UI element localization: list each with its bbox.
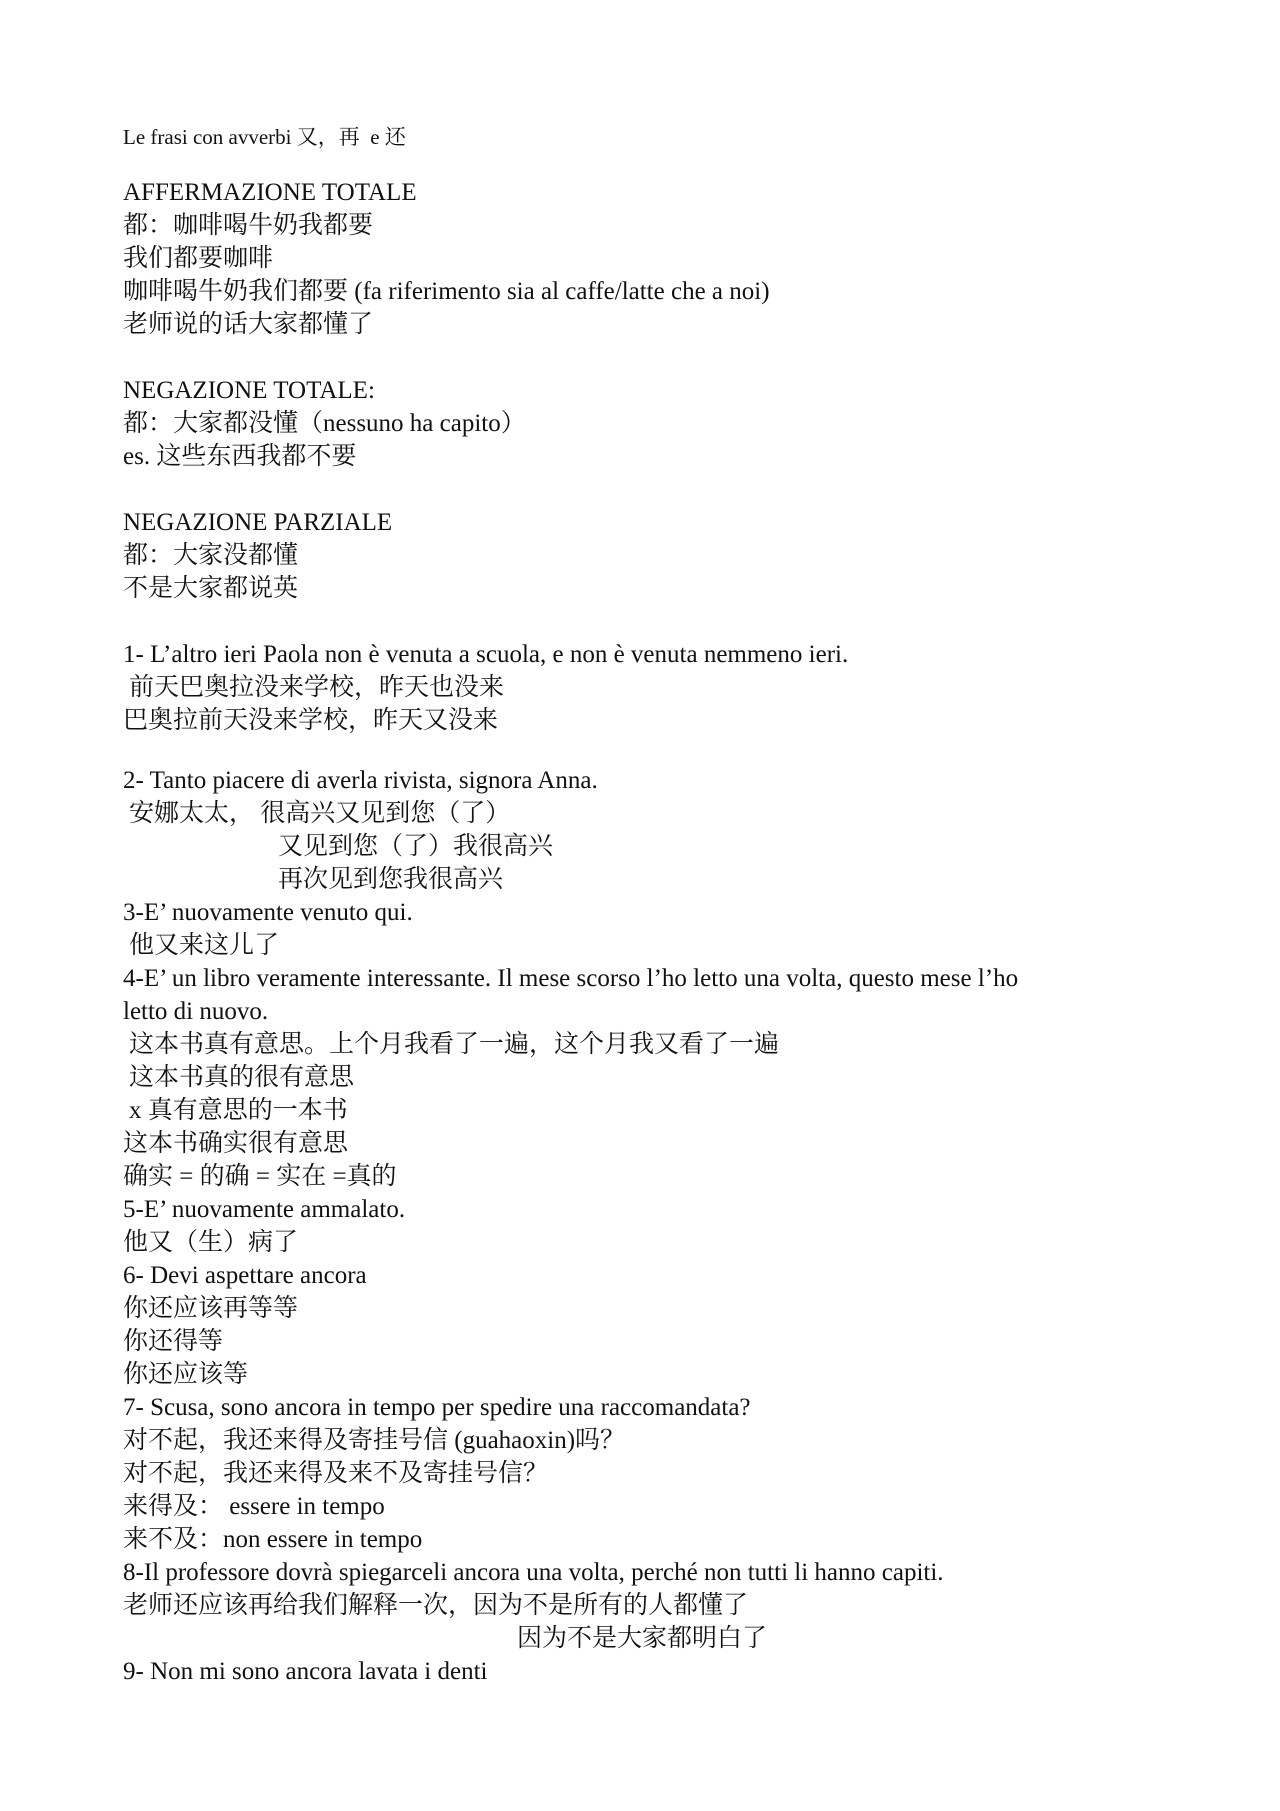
exercise-line: 8-Il professore dovrà spiegarceli ancora una volta, perché non tutti li hanno capiti. xyxy=(123,1559,944,1586)
text-line: 这本书真的很有意思 xyxy=(129,1064,355,1091)
text-line: 你还应该再等等 xyxy=(123,1295,299,1322)
document-title: Le frasi con avverbi 又，再 e 还 xyxy=(123,125,406,149)
text-line: 这本书确实很有意思 xyxy=(123,1130,349,1157)
exercise-line: 2- Tanto piacere di averla rivista, signora Anna. xyxy=(123,767,598,794)
text-line: 对不起，我还来得及来不及寄挂号信？ xyxy=(123,1460,549,1487)
text-line: x 真有意思的一本书 xyxy=(129,1097,348,1124)
text-line: 都：大家都没懂（nessuno ha capito） xyxy=(123,410,526,437)
text-line: 对不起，我还来得及寄挂号信 (guahaoxin)吗？ xyxy=(123,1427,626,1454)
text-line: 咖啡喝牛奶我们都要 (fa riferimento sia al caffe/latte che a noi) xyxy=(123,278,770,305)
exercise-line: letto di nuovo. xyxy=(123,998,269,1025)
text-line: 都：咖啡喝牛奶我都要 xyxy=(123,212,374,239)
text-line: 安娜太太， 很高兴又见到您（了） xyxy=(129,800,511,827)
text-line: 你还应该等 xyxy=(123,1361,249,1388)
exercise-line: 5-E’ nuovamente ammalato. xyxy=(123,1196,406,1223)
text-line: 老师还应该再给我们解释一次，因为不是所有的人都懂了 xyxy=(123,1592,749,1619)
text-line: 不是大家都说英 xyxy=(123,575,299,602)
text-line: es. 这些东西我都不要 xyxy=(123,443,357,470)
exercise-line: 3-E’ nuovamente venuto qui. xyxy=(123,899,413,926)
text-line: 都：大家没都懂 xyxy=(123,542,299,569)
section-heading: NEGAZIONE TOTALE: xyxy=(123,377,375,404)
text-line: 因为不是大家都明白了 xyxy=(517,1625,768,1652)
section-heading: NEGAZIONE PARZIALE xyxy=(123,509,393,536)
text-line: 他又来这儿了 xyxy=(129,932,280,959)
exercise-line: 7- Scusa, sono ancora in tempo per spedire una raccomandata? xyxy=(123,1394,751,1421)
exercise-line: 1- L’altro ieri Paola non è venuta a scuola, e non è venuta nemmeno ieri. xyxy=(123,641,849,668)
exercise-line: 9- Non mi sono ancora lavata i denti xyxy=(123,1658,488,1685)
text-line: 来不及：non essere in tempo xyxy=(123,1526,423,1553)
text-line: 确实 = 的确 = 实在 =真的 xyxy=(123,1163,397,1190)
text-line: 前天巴奥拉没来学校，昨天也没来 xyxy=(129,674,505,701)
section-heading: AFFERMAZIONE TOTALE xyxy=(123,179,417,206)
text-line: 他又（生）病了 xyxy=(123,1229,299,1256)
text-line: 你还得等 xyxy=(123,1328,224,1355)
exercise-line: 4-E’ un libro veramente interessante. Il mese scorso l’ho letto una volta, questo mese l’ho xyxy=(123,965,1019,992)
text-line: 来得及： essere in tempo xyxy=(123,1493,385,1520)
text-line: 又见到您（了）我很高兴 xyxy=(278,833,554,860)
exercise-line: 6- Devi aspettare ancora xyxy=(123,1262,367,1289)
text-line: 再次见到您我很高兴 xyxy=(278,866,504,893)
text-line: 我们都要咖啡 xyxy=(123,245,274,272)
text-line: 老师说的话大家都懂了 xyxy=(123,311,374,338)
text-line: 巴奥拉前天没来学校，昨天又没来 xyxy=(123,707,499,734)
text-line: 这本书真有意思。上个月我看了一遍，这个月我又看了一遍 xyxy=(129,1031,780,1058)
